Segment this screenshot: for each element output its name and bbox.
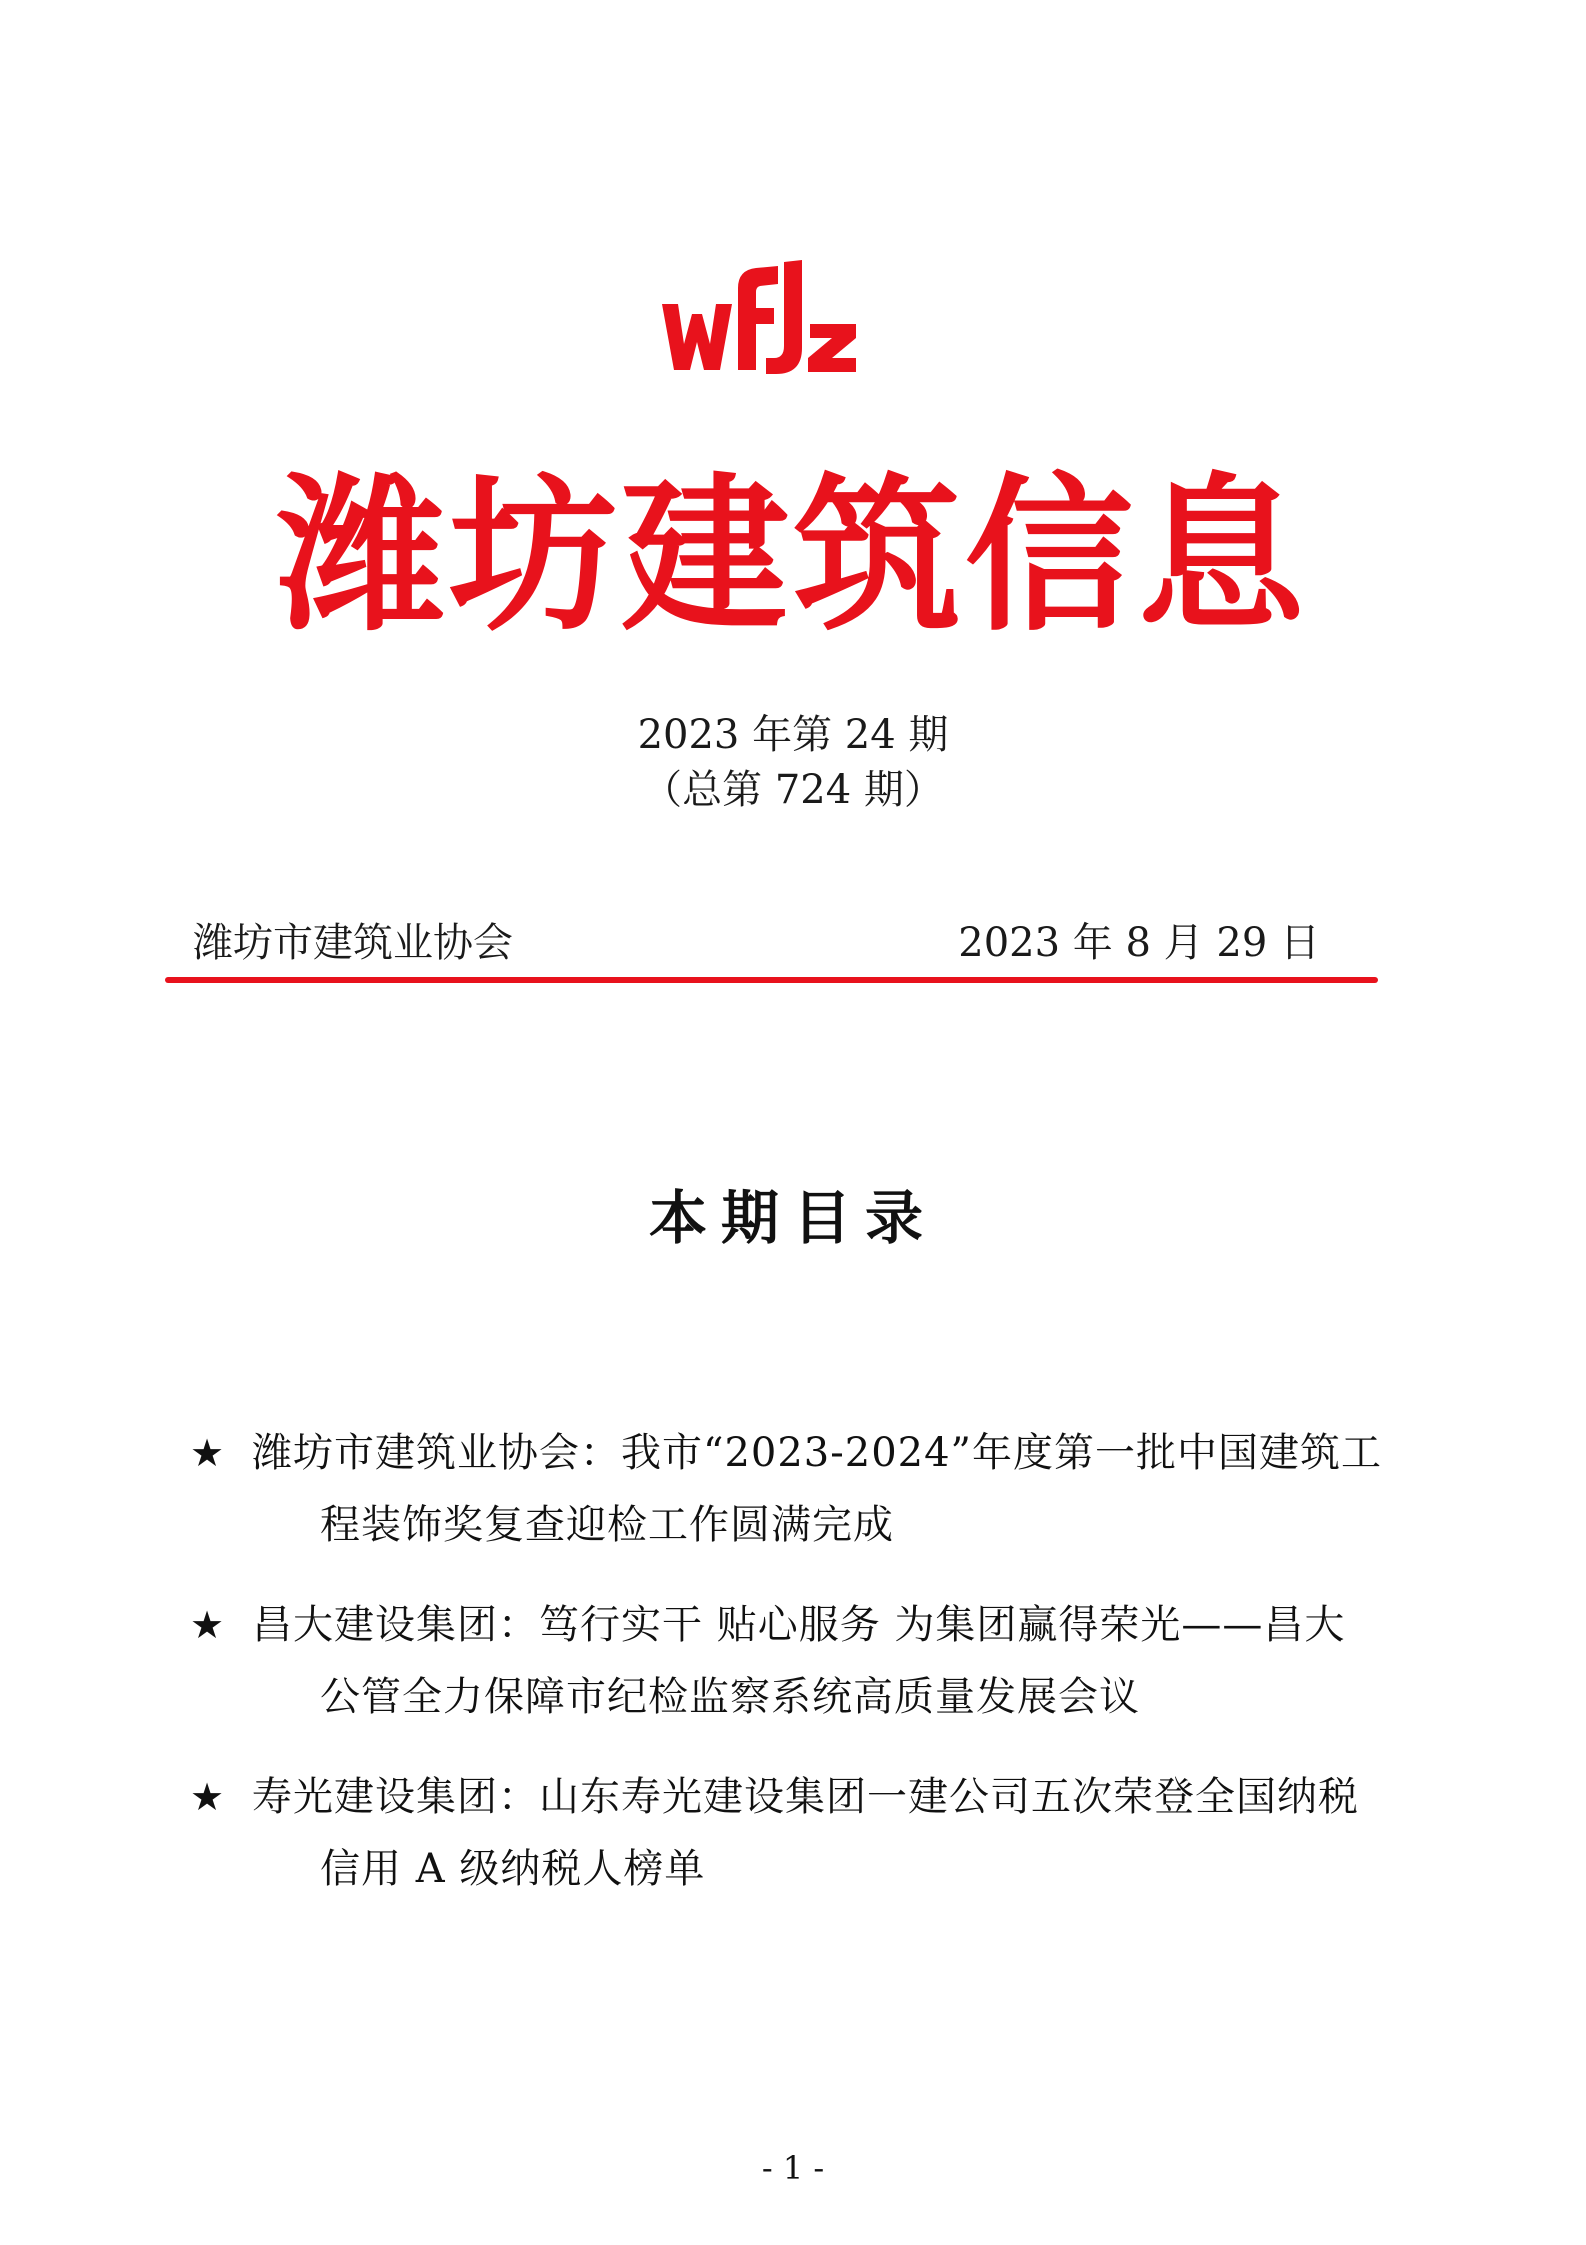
logo-letter-w: [662, 304, 732, 370]
header-divider: [165, 977, 1378, 983]
toc-item-text-line2: 公管全力保障市纪检监察系统高质量发展会议: [320, 1674, 1140, 1720]
total-issue-number: （总第 724 期）: [642, 767, 944, 813]
star-icon: ★: [190, 1775, 225, 1819]
toc-item-text-line1: 潍坊市建筑业协会：我市“2023-2024”年度第一批中国建筑工: [252, 1430, 1383, 1476]
toc-item-text-line2: 程装饰奖复查迎检工作圆满完成: [320, 1502, 894, 1548]
toc-item[interactable]: [190, 1772, 1410, 1894]
star-icon: ★: [190, 1603, 225, 1647]
page-number: - 1 -: [761, 2149, 825, 2187]
issue-number: 2023 年第 24 期: [637, 712, 949, 758]
star-icon: ★: [190, 1431, 225, 1475]
toc-item[interactable]: [190, 1600, 1410, 1722]
toc-item-text-line1: 昌大建设集团：笃行实干 贴心服务 为集团赢得荣光——昌大: [252, 1602, 1346, 1648]
toc-item[interactable]: [190, 1428, 1410, 1550]
toc-item-text-line2: 信用 A 级纳税人榜单: [320, 1846, 706, 1892]
logo-letter-z: [808, 324, 856, 372]
masthead-title: 潍坊建筑信息: [277, 456, 1309, 654]
wfjz-logo: [660, 248, 860, 378]
toc-title: 本期目录: [648, 1184, 937, 1252]
publish-date: 2023 年 8 月 29 日: [958, 920, 1320, 966]
toc-item-text-line1: 寿光建设集团：山东寿光建设集团一建公司五次荣登全国纳税: [252, 1774, 1359, 1820]
toc-list: [190, 1428, 1410, 1944]
publisher-name: 潍坊市建筑业协会: [193, 920, 513, 966]
logo-letter-f: [738, 266, 778, 370]
